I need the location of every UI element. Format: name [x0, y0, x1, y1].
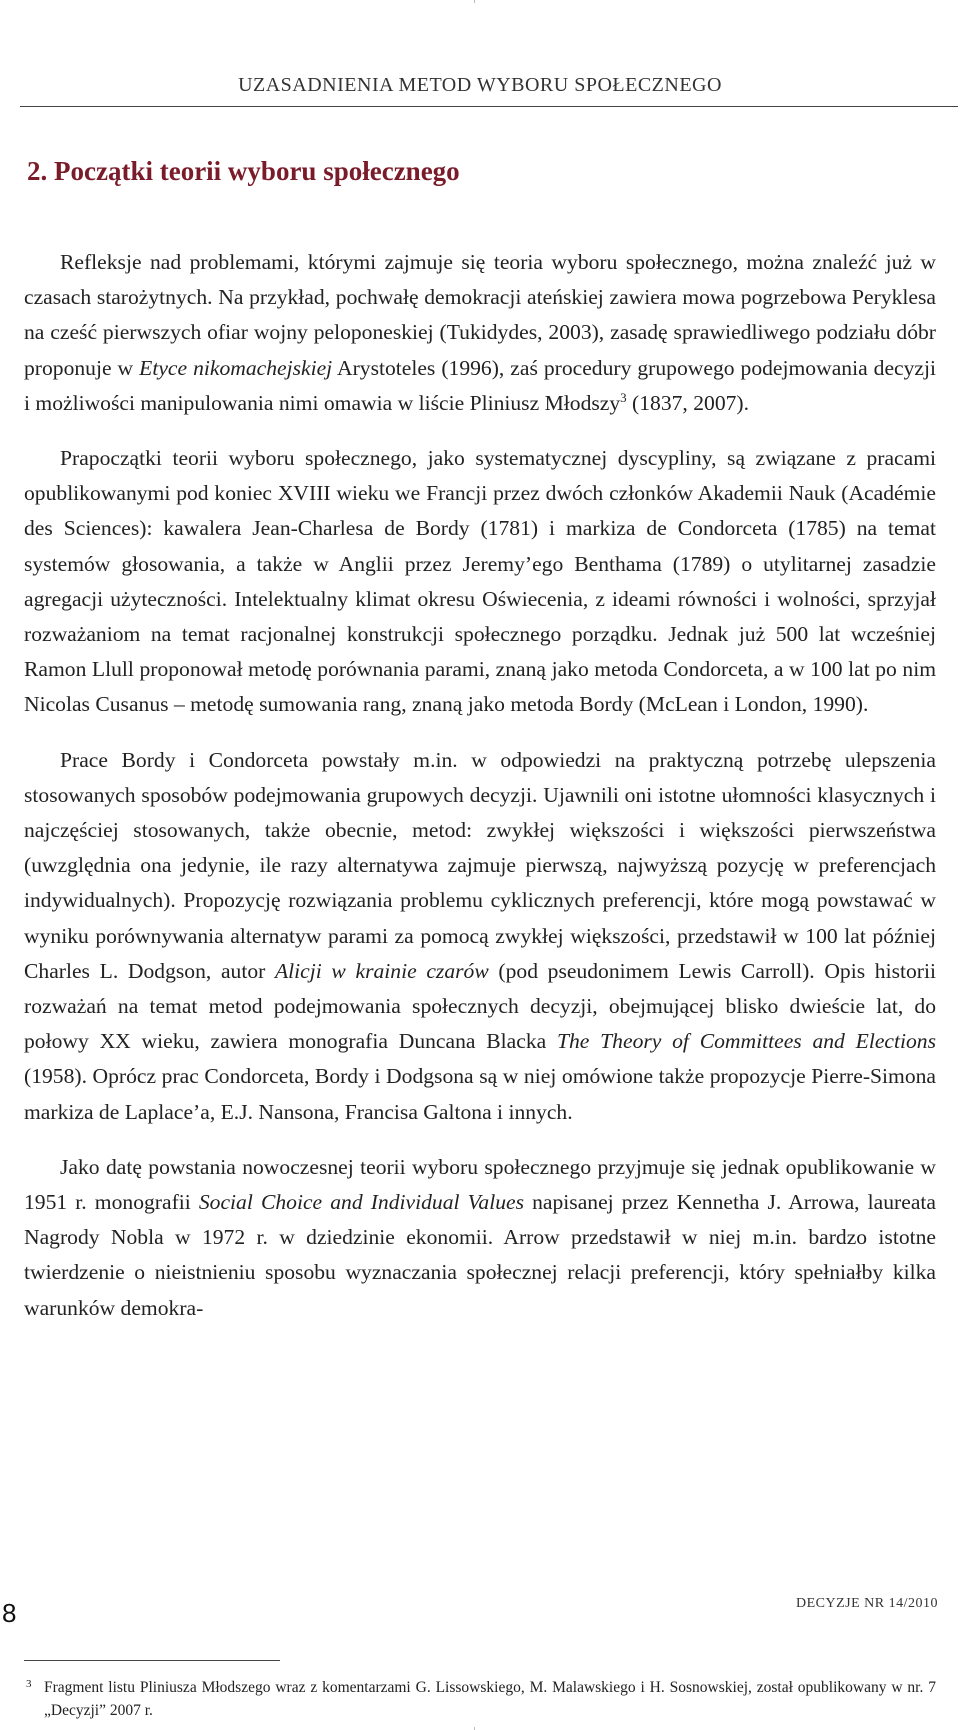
paragraph-1-text-b: Arystoteles (1996), zaś procedury grupowego podejmowania decyzji i możliwości manipulowania nimi omawia w liście Pliniusz Młodszy — [24, 355, 936, 415]
paragraph-1-text-c: (1837, 2007). — [626, 390, 750, 415]
paragraph-4 — [24, 1150, 936, 1326]
journal-label: DECYZJE NR 14/2010 — [796, 1596, 938, 1611]
crop-mark-top — [474, 0, 475, 3]
paragraph-4-text-a: Jako datę powstania nowoczesnej teorii wyboru społecznego przyjmuje się jednak opublikowanie w 1951 r. monografii — [24, 1154, 936, 1215]
paragraph-3 — [24, 743, 936, 1130]
footnote-reference[interactable]: 3 — [620, 389, 627, 405]
footnotes — [24, 1676, 936, 1722]
paragraph-1-text-a: Refleksje nad problemami, którymi zajmuje się teoria wyboru społecznego, można znaleźć już w czasach starożytnych. Na przykład, pochwałę demokracji ateńskiej zawiera mowa pogrzebowa Peryklesa na cześć pierwszych ofiar wojny peloponeskiej (Tukidydes, 2003), zasadę sprawiedliwego podziału dóbr proponuje w — [24, 250, 936, 380]
footnote-marker: 3 — [26, 1678, 32, 1690]
paragraph-3-text-b: (pod pseudonimem Lewis Carroll). Opis historii rozważań na temat metod podejmowania społecznych decyzji, obejmującej blisko dwieście lat, do połowy XX wieku, zawiera monografia Duncana Blacka — [24, 958, 936, 1054]
footnote-3 — [24, 1676, 936, 1722]
section-title: 2. Początki teorii wyboru społecznego — [27, 156, 460, 186]
work-title-social-choice: Social Choice and Individual Values — [198, 1190, 524, 1215]
paragraph-3-text-a: Prace Bordy i Condorceta powstały m.in. w odpowiedzi na praktyczną potrzebę ulepszenia stosowanych sposobów podejmowania grupowych decyzji. Ujawnili oni istotne ułomności klasycznych i najczęściej stosowanych, także obecnie, metod: zwykłej większości i większości pierwszeństwa (uwzględnia ona jedynie, ile razy alternatywa zajmuje pierwszą, najwyższą pozycję w preferencjach indywidualnych). Propozycję rozwiązania problemu cyklicznych preferencji, które mogą powstawać w wyniku porównywania alternatyw parami za pomocą zwykłej większości, przedstawił w 100 lat później Charles L. Dodgson, autor — [24, 747, 936, 983]
paragraph-4-text-b: napisanej przez Kennetha J. Arrowa, laureata Nagrody Nobla w 1972 r. w dziedzinie ekonomii. Arrow przedstawił w niej m.in. bardzo istotne twierdzenie o nieistnieniu sposobu wyznaczania społecznej relacji preferencji, który spełniałby kilka warunków demokra- — [24, 1190, 936, 1320]
work-title-alicja: Alicji w krainie czarów — [274, 958, 489, 983]
page-number: 8 — [2, 1598, 17, 1628]
work-title-etyka: Etyce nikomachejskiej — [139, 355, 333, 380]
header-rule — [20, 106, 958, 107]
paragraph-3-text-c: (1958). Oprócz prac Condorceta, Bordy i Dodgsona są w niej omówione także propozycje Pierre-Simona markiza de Laplace’a, E.J. Nansona, Francisa Galtona i innych. — [24, 1064, 936, 1124]
paragraph-2-text: Prapoczątki teorii wyboru społecznego, jako systematycznej dyscypliny, są związane z pracami opublikowanymi pod koniec XVIII wieku we Francji przez dwóch członków Akademii Nauk (Académie des Sciences): kawalera Jean-Charlesa de Bordy (1781) i markiza de Condorceta (1785) na temat systemów głosowania, a także w Anglii przez Jeremy’ego Benthama (1789) o utylitarnej zasadzie agregacji użyteczności. Intelektualny klimat okresu Oświecenia, z ideami równości i wolności, sprzyjał rozważaniom na temat racjonalnej konstrukcji społecznego porządku. Jednak już 500 lat wcześniej Ramon Llull proponował metodę porównania parami, znaną jako metoda Condorceta, a w 100 lat po nim Nicolas Cusanus – metodę sumowania rang, znaną jako metoda Bordy (McLean i London, 1990). — [24, 446, 936, 717]
footnote-text: Fragment listu Pliniusza Młodszego wraz z komentarzami G. Lissowskiego, M. Malawskiego i H. Sosnowskiej, został opublikowany w nr. 7 „Decyzji” 2007 r. — [44, 1679, 936, 1719]
paragraph-1 — [24, 245, 936, 421]
footnote-rule — [24, 1660, 280, 1661]
work-title-theory-of-committees: The Theory of Committees and Elections — [557, 1029, 936, 1054]
body-text — [24, 245, 936, 1326]
running-header: UZASADNIENIA METOD WYBORU SPOŁECZNEGO — [238, 74, 722, 96]
paragraph-2 — [24, 441, 936, 723]
